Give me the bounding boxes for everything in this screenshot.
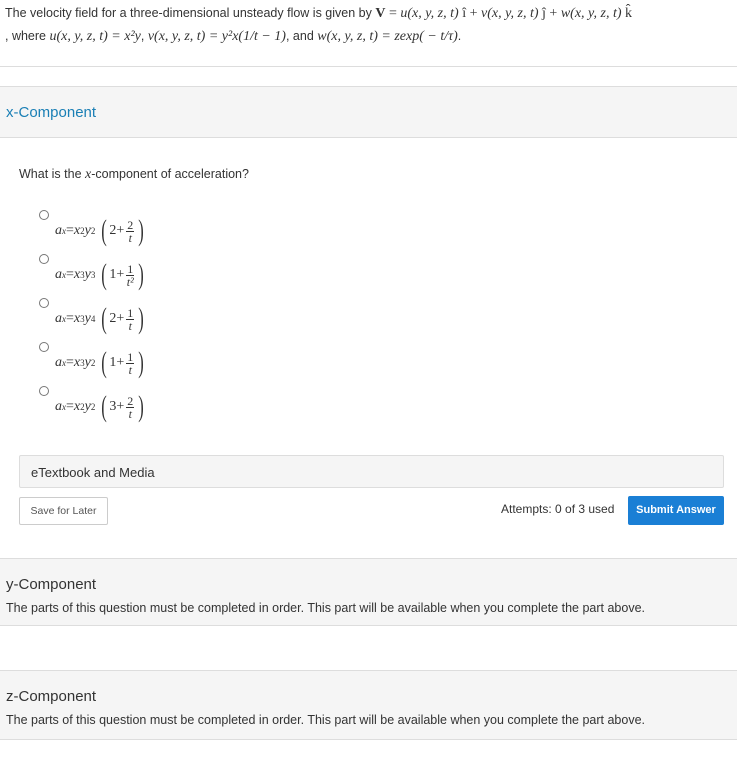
fraction [126, 263, 134, 288]
x-exponent: 2 [80, 226, 85, 236]
fraction-numerator: 2 [127, 217, 134, 232]
radio-button[interactable] [39, 386, 49, 396]
accel-symbol: a [55, 311, 62, 326]
option-expression [55, 392, 146, 422]
x-factor: x [73, 355, 81, 370]
radio-button[interactable] [39, 342, 49, 352]
x-factor: x [73, 223, 81, 238]
x-factor: x [73, 267, 81, 282]
fraction [126, 219, 134, 244]
y-component-title: y-Component [6, 576, 97, 593]
fraction-denominator: t [128, 362, 132, 377]
y-exponent: 2 [90, 358, 96, 368]
option-expression [55, 260, 146, 290]
plus-sign: + [116, 399, 125, 414]
u-args: (x, y, z, t) [407, 6, 459, 21]
accel-symbol: a [55, 355, 62, 370]
and-text: , and [285, 29, 318, 43]
right-paren: ) [138, 346, 144, 379]
equals-sign: = [66, 267, 74, 282]
question-text [19, 167, 249, 183]
x-factor: x [73, 311, 81, 326]
fraction-numerator: 1 [127, 261, 134, 276]
equals-sign: = [66, 355, 74, 370]
option-expression [55, 216, 146, 246]
v-definition: v(x, y, z, t) = y²x(1/t − 1) [147, 29, 286, 44]
x-exponent: 3 [80, 358, 85, 368]
z-component-title: z-Component [6, 688, 97, 705]
y-exponent: 2 [90, 226, 96, 236]
where-text: , where [5, 29, 50, 43]
u-symbol: u [400, 6, 408, 21]
accel-symbol: a [55, 223, 62, 238]
question-variable: x [85, 167, 92, 182]
fraction-denominator: t [128, 230, 132, 245]
fraction-denominator: t [128, 406, 132, 421]
save-for-later-button[interactable]: Save for Later [19, 497, 108, 525]
fraction-denominator: t [128, 318, 132, 333]
x-factor: x [73, 399, 81, 414]
i-hat: î [458, 6, 470, 21]
left-paren: ( [101, 390, 108, 423]
v-symbol: v [480, 6, 488, 21]
fraction [126, 351, 134, 376]
fraction-denominator: t² [126, 274, 134, 289]
plus-sign: + [469, 6, 481, 21]
equals-sign: = [385, 6, 401, 21]
question-prefix: What is the [19, 167, 85, 181]
k-hat: k̂ [621, 6, 632, 21]
y-exponent: 2 [90, 402, 96, 412]
plus-sign: + [116, 355, 125, 370]
right-paren: ) [138, 214, 144, 247]
w-symbol: w [560, 6, 571, 21]
y-exponent: 4 [90, 314, 96, 324]
x-component-header [0, 86, 737, 138]
plus-sign: + [116, 223, 125, 238]
z-component-description: The parts of this question must be completed in order. This part will be available when you complete the part above. [6, 713, 646, 727]
accel-subscript: x [62, 226, 66, 236]
problem-line-2 [5, 25, 733, 48]
constant-term: 2 [109, 311, 117, 326]
problem-text: The velocity field for a three-dimensional unsteady flow is given by [5, 6, 376, 20]
accel-symbol: a [55, 267, 62, 282]
equals-sign: = [66, 223, 74, 238]
option-expression [55, 304, 146, 334]
left-paren: ( [101, 346, 108, 379]
y-component-header [0, 558, 737, 626]
right-paren: ) [138, 390, 144, 423]
y-factor: y [84, 267, 91, 282]
equals-sign: = [66, 399, 74, 414]
fraction-numerator: 1 [127, 305, 134, 320]
divider [0, 66, 737, 67]
constant-term: 1 [109, 355, 117, 370]
problem-line-1 [5, 2, 733, 25]
accel-symbol: a [55, 399, 62, 414]
plus-sign: + [116, 267, 125, 282]
y-component-description: The parts of this question must be completed in order. This part will be available when you complete the part above. [6, 601, 646, 615]
y-factor: y [84, 311, 91, 326]
x-exponent: 2 [80, 402, 85, 412]
right-paren: ) [138, 258, 144, 291]
etextbook-media-link[interactable]: eTextbook and Media [19, 455, 724, 488]
x-exponent: 3 [80, 270, 85, 280]
left-paren: ( [101, 258, 108, 291]
accel-subscript: x [62, 314, 66, 324]
option-expression [55, 348, 146, 378]
fraction [126, 395, 134, 420]
attempts-counter: Attempts: 0 of 3 used [501, 502, 615, 516]
right-paren: ) [138, 302, 144, 335]
velocity-symbol: V [375, 6, 386, 21]
j-hat: ĵ [538, 6, 550, 21]
equals-sign: = [66, 311, 74, 326]
y-exponent: 3 [90, 270, 96, 280]
fraction-numerator: 2 [127, 393, 134, 408]
submit-answer-button[interactable]: Submit Answer [628, 496, 724, 525]
fraction-numerator: 1 [127, 349, 134, 364]
y-factor: y [84, 223, 91, 238]
radio-button[interactable] [39, 254, 49, 264]
w-definition: w(x, y, z, t) = zexp( − t/τ) [317, 29, 458, 44]
u-definition: u(x, y, z, t) = x²y [49, 29, 141, 44]
comma: , [140, 29, 148, 43]
radio-button[interactable] [39, 298, 49, 308]
accel-subscript: x [62, 358, 66, 368]
left-paren: ( [101, 214, 108, 247]
problem-statement [5, 2, 733, 48]
z-component-header [0, 670, 737, 740]
plus-sign: + [549, 6, 561, 21]
w-args: (x, y, z, t) [570, 6, 622, 21]
x-exponent: 3 [80, 314, 85, 324]
question-suffix: -component of acceleration? [91, 167, 249, 181]
y-factor: y [84, 399, 91, 414]
accel-subscript: x [62, 270, 66, 280]
period: . [457, 29, 462, 43]
y-factor: y [84, 355, 91, 370]
constant-term: 3 [109, 399, 117, 414]
v-args: (x, y, z, t) [487, 6, 539, 21]
radio-button[interactable] [39, 210, 49, 220]
accel-subscript: x [62, 402, 66, 412]
x-component-title: x-Component [6, 104, 97, 121]
fraction [126, 307, 134, 332]
plus-sign: + [116, 311, 125, 326]
constant-term: 2 [109, 223, 117, 238]
left-paren: ( [101, 302, 108, 335]
constant-term: 1 [109, 267, 117, 282]
